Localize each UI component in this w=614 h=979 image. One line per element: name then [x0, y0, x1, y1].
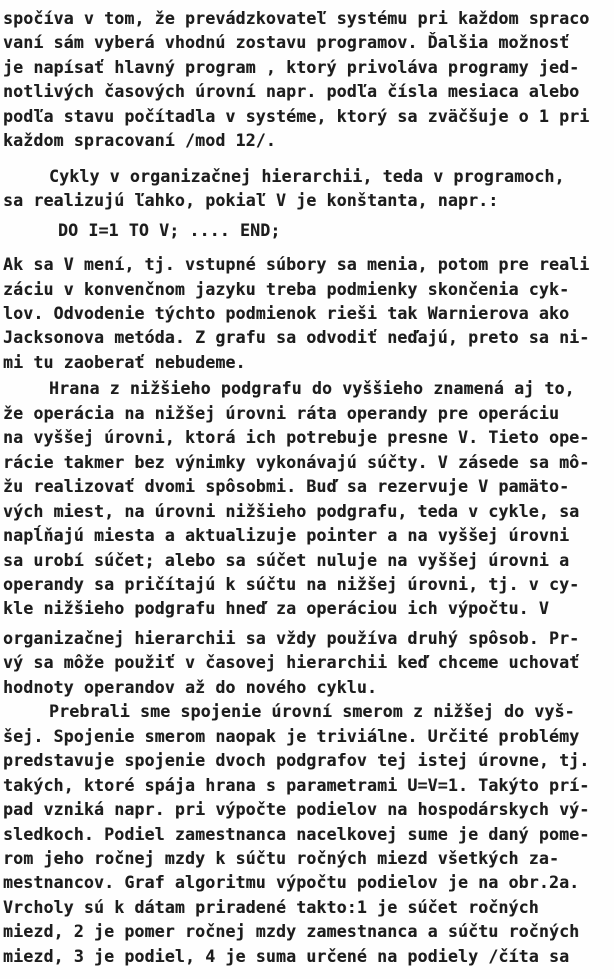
text-line: že operácia na nižšej úrovni ráta operandy pre operáciu — [3, 403, 560, 423]
text-line: Ak sa V mení, tj. vstupné súbory sa menia, potom pre reali — [3, 255, 590, 275]
text-line: Prebrali sme spojenie úrovní smerom z nižšej do vyš- — [49, 702, 575, 722]
text-line: je napísať hlavný program , ktorý privoláva programy jed- — [3, 57, 580, 77]
text-line: každom spracovaní /mod 12/. — [3, 131, 276, 151]
text-line: notlivých časových úrovní napr. podľa čísla mesiaca alebo — [3, 82, 580, 102]
text-line: DO I=1 TO V; .... END; — [58, 220, 281, 240]
text-line: podľa stavu počítadla v systéme, ktorý sa zväčšuje o 1 pri — [3, 106, 590, 126]
text-line: rom jeho ročnej mzdy k súčtu ročných miezd všetkých za- — [3, 848, 560, 868]
text-line: mi tu zaoberať nebudeme. — [3, 352, 246, 372]
text-line: Jacksonova metóda. Z grafu sa odvodiť neďajú, preto sa ni- — [3, 328, 590, 348]
text-line: pad vzniká napr. pri výpočte podielov na hospodárskych vý- — [3, 800, 590, 820]
text-line: takých, ktoré spája hrana s parametrami U=V=1. Takýto prí- — [3, 775, 590, 795]
text-line: predstavuje spojenie dvoch podgrafov tej istej úrovne, tj. — [3, 751, 590, 771]
text-line: záciu v konvenčnom jazyku treba podmienky skončenia cyk- — [3, 279, 570, 299]
text-line: sa urobí súčet; alebo sa súčet nuluje na vyššej úrovni a — [3, 550, 570, 570]
text-line: miezd, 2 je pomer ročnej mzdy zamestnanca a súčtu ročných — [3, 922, 580, 942]
text-line: kle nižšieho podgrafu hneď za operáciou ich výpočtu. V — [3, 599, 549, 619]
text-line: Hrana z nižšieho podgrafu do vyššieho znamená aj to, — [49, 379, 575, 399]
text-line: rácie takmer bez výnimky vykonávajú súčty. V zásede sa mô- — [3, 452, 590, 472]
text-line: operandy sa pričítajú k súčtu na nižšej úrovni, tj. v cy- — [3, 574, 580, 594]
text-line: lov. Odvodenie týchto podmienok rieši tak Warnierova ako — [3, 303, 570, 323]
text-line: žu realizovať dvomi spôsobmi. Buď sa rezervuje V pamäto- — [3, 477, 570, 497]
text-line: šej. Spojenie smerom naopak je triviálne. Určité problémy — [3, 726, 580, 746]
text-line: spočíva v tom, že prevádzkovateľ systému pri každom spraco — [3, 9, 590, 28]
text-line: na vyššej úrovni, ktorá ich potrebuje presne V. Tieto ope- — [3, 428, 590, 448]
text-line: mestnancov. Graf algoritmu výpočtu podielov je na obr.2a. — [3, 873, 580, 893]
text-lines — [3, 7, 612, 969]
text-line: sa realizujú ľahko, pokiaľ V je konštanta, napr.: — [3, 191, 499, 211]
text-line: vaní sám vyberá vhodnú zostavu programov. Ďalšia možnosť — [3, 33, 570, 53]
text-line: vých miest, na úrovni nižšieho podgrafu, teda v cykle, sa — [3, 501, 580, 521]
text-line: miezd, 3 je podiel, 4 je suma určené na podiely /číta sa — [3, 946, 570, 966]
text-line: napĺňajú miesta a aktualizuje pointer a na vyššej úrovni — [3, 526, 570, 546]
text-line: Vrcholy sú k dátam priradené takto:1 je súčet ročných — [3, 897, 539, 917]
text-line: hodnoty operandov až do nového cyklu. — [3, 677, 378, 697]
text-line: organizačnej hierarchii sa vždy používa druhý spôsob. Pr- — [3, 628, 580, 648]
text-line: sledkoch. Podiel zamestnanca nacelkovej sume je daný pome- — [3, 824, 590, 844]
text-line: vý sa môže použiť v časovej hierarchii keď chceme uchovať — [3, 653, 580, 673]
text-line: Cykly v organizačnej hierarchii, teda v programoch, — [49, 166, 565, 186]
